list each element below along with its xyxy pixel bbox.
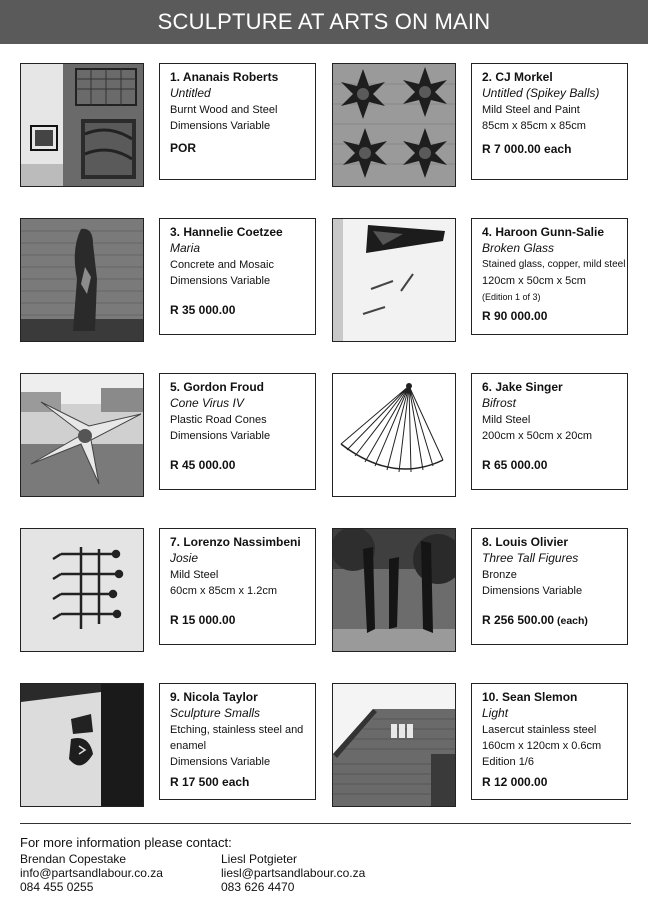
artwork-medium: Plastic Road Cones — [170, 414, 267, 426]
artwork-title: Maria — [170, 241, 201, 255]
artwork-photo-9 — [20, 683, 144, 807]
artwork-card-4 — [471, 218, 628, 335]
artwork-photo-7 — [20, 528, 144, 652]
artist-name: 10. Sean Slemon — [482, 690, 578, 704]
artwork-price: R 45 000.00 — [170, 458, 236, 472]
artwork-dimensions: 200cm x 50cm x 20cm — [482, 430, 593, 442]
artist-name: 5. Gordon Froud — [170, 380, 264, 394]
artwork-card-5 — [159, 373, 316, 490]
artwork-card-10 — [471, 683, 628, 800]
artwork-title: Three Tall Figures — [482, 551, 579, 565]
contact-name: Brendan Copestake — [20, 852, 127, 866]
artwork-dimensions: 60cm x 85cm x 1.2cm — [170, 585, 277, 597]
artwork-price: R 35 000.00 — [170, 303, 236, 317]
artwork-title: Broken Glass — [482, 241, 555, 255]
artwork-dimensions: Dimensions Variable — [170, 275, 271, 287]
artwork-price: R 65 000.00 — [482, 458, 548, 472]
artwork-photo-10 — [332, 683, 456, 807]
contact-phone: 084 455 0255 — [20, 880, 94, 894]
artwork-price: R 90 000.00 — [482, 309, 548, 323]
artwork-title: Untitled — [170, 86, 211, 100]
artwork-photo-5 — [20, 373, 144, 497]
artwork-dimensions: Dimensions Variable — [170, 430, 271, 442]
artwork-price: R 12 000.00 — [482, 775, 548, 789]
artwork-title: Josie — [170, 551, 199, 565]
artwork-title: Sculpture Smalls — [170, 706, 261, 720]
artwork-medium: Burnt Wood and Steel — [170, 104, 278, 116]
artist-name: 3. Hannelie Coetzee — [170, 225, 283, 239]
page-title: SCULPTURE AT ARTS ON MAIN — [157, 9, 491, 34]
contact-intro: For more information please contact: — [20, 835, 232, 850]
artwork-card-3 — [159, 218, 316, 335]
contact-email-link[interactable]: liesl@partsandlabour.co.za — [221, 866, 366, 880]
artwork-price: R 15 000.00 — [170, 613, 236, 627]
artwork-card-7 — [159, 528, 316, 645]
artwork-medium: Bronze — [482, 569, 517, 581]
artwork-dimensions: Dimensions Variable — [170, 120, 271, 132]
footer-divider — [20, 823, 631, 824]
artwork-medium: Mild Steel — [482, 414, 531, 426]
artwork-price: POR — [170, 141, 197, 155]
artist-name: 8. Louis Olivier — [482, 535, 569, 549]
contact-phone: 083 626 4470 — [221, 880, 295, 894]
contact-name: Liesl Potgieter — [221, 852, 298, 866]
artwork-title: Cone Virus IV — [170, 396, 244, 410]
artist-name: 2. CJ Morkel — [482, 70, 553, 84]
artist-name: 1. Ananais Roberts — [170, 70, 279, 84]
artist-name: 4. Haroon Gunn-Salie — [482, 225, 605, 239]
artwork-price: R 7 000.00 each — [482, 142, 572, 156]
artwork-card-1 — [159, 63, 316, 180]
contact-block-1 — [20, 852, 163, 894]
artwork-title: Untitled (Spikey Balls) — [482, 86, 600, 100]
contact-block-2 — [221, 852, 365, 894]
artist-name: 6. Jake Singer — [482, 380, 563, 394]
artwork-medium: Mild Steel — [170, 569, 219, 581]
artwork-dimensions: 85cm x 85cm x 85cm — [482, 120, 586, 132]
artwork-photo-3 — [20, 218, 144, 342]
contact-email-link[interactable]: info@partsandlabour.co.za — [20, 866, 163, 880]
artwork-photo-2 — [332, 63, 456, 187]
artwork-price — [482, 612, 627, 629]
artwork-medium: Etching, stainless steel and — [170, 724, 304, 736]
artwork-medium: Stained glass, copper, mild steel — [482, 259, 626, 270]
artwork-edition: (Edition 1 of 3) — [482, 292, 541, 302]
artist-name: 7. Lorenzo Nassimbeni — [170, 535, 301, 549]
artwork-photo-6 — [332, 373, 456, 497]
artwork-card-8 — [471, 528, 628, 645]
artwork-card-6 — [471, 373, 628, 490]
price-value: R 256 500.00 — [482, 613, 555, 627]
artwork-medium: Mild Steel and Paint — [482, 104, 580, 116]
artwork-dimensions: Dimensions Variable — [170, 756, 271, 768]
artwork-edition: Edition 1/6 — [482, 756, 534, 768]
artwork-dimensions: 120cm x 50cm x 5cm — [482, 275, 586, 287]
artwork-photo-8 — [332, 528, 456, 652]
price-suffix: (each) — [554, 615, 588, 627]
artist-name: 9. Nicola Taylor — [170, 690, 258, 704]
page-header — [0, 0, 648, 44]
artwork-card-2 — [471, 63, 628, 180]
artwork-title: Light — [482, 706, 509, 720]
artwork-dimensions: Dimensions Variable — [482, 585, 583, 597]
artwork-photo-4 — [332, 218, 456, 342]
artwork-medium: Concrete and Mosaic — [170, 259, 274, 271]
artwork-card-9 — [159, 683, 316, 800]
artwork-medium-cont: enamel — [170, 740, 207, 752]
artwork-title: Bifrost — [482, 396, 517, 410]
artwork-medium: Lasercut stainless steel — [482, 724, 597, 736]
artwork-dimensions: 160cm x 120cm x 0.6cm — [482, 740, 602, 752]
artwork-price: R 17 500 each — [170, 775, 250, 789]
artwork-photo-1 — [20, 63, 144, 187]
